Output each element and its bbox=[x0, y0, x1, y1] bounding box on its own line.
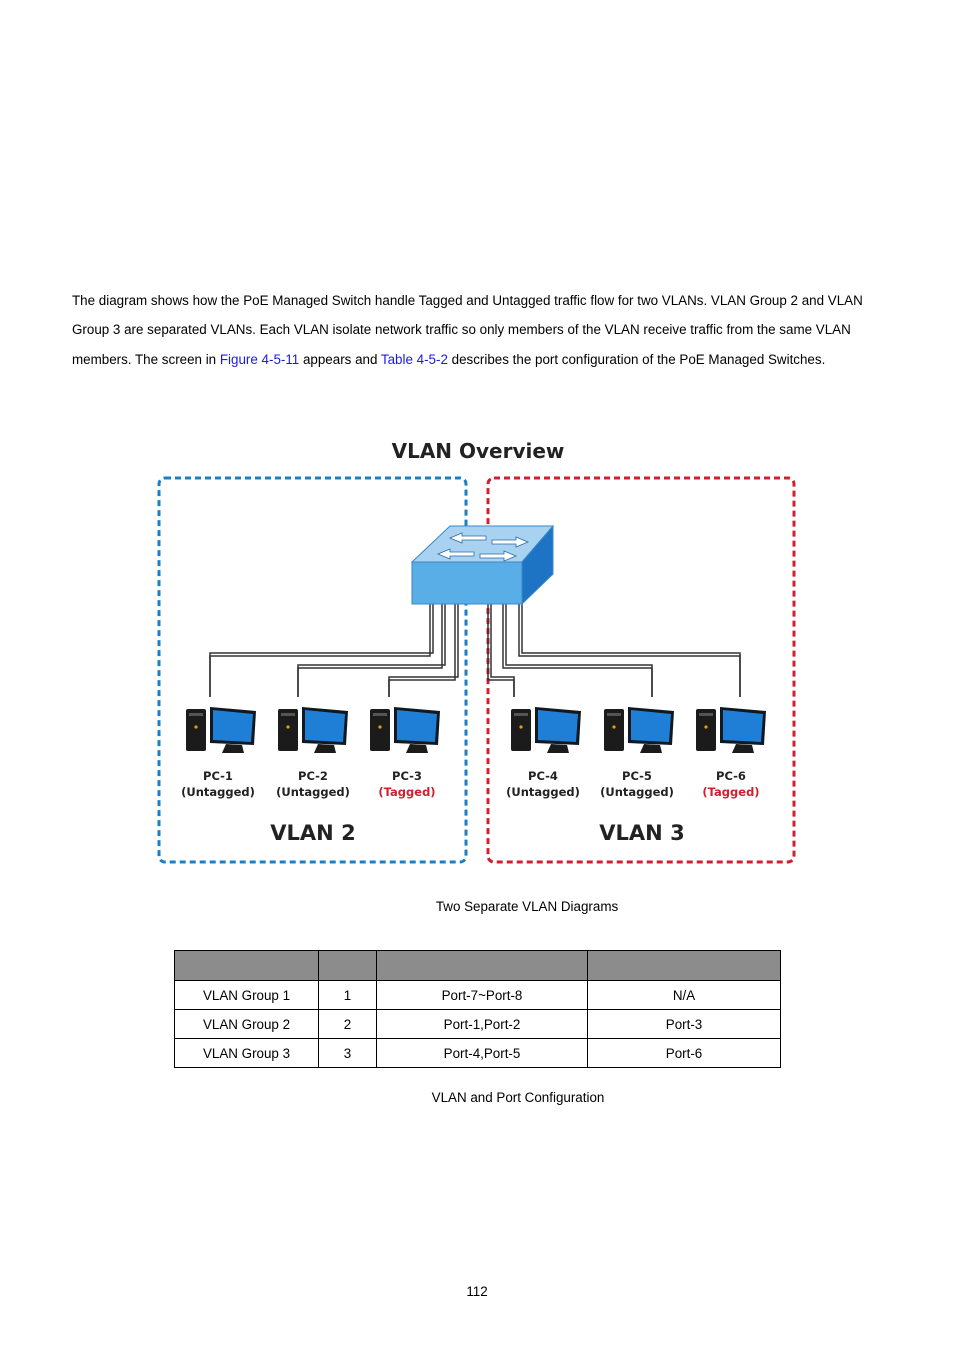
intro-text-3: describes the port configuration of the PoE Managed Switches. bbox=[447, 351, 826, 367]
diagram-title: VLAN Overview bbox=[391, 439, 565, 463]
vlan-overview-diagram bbox=[150, 432, 830, 872]
vlan2-label: VLAN 2 bbox=[270, 821, 356, 845]
pc-1-mode: (Untagged) bbox=[181, 785, 255, 799]
pc-3-mode: (Tagged) bbox=[378, 785, 436, 799]
page-number: 112 bbox=[466, 1284, 488, 1299]
pc-5-mode: (Untagged) bbox=[600, 785, 674, 799]
pc-2-name: PC-2 bbox=[298, 769, 328, 783]
figure-link[interactable]: Figure 4-5-11 bbox=[219, 351, 300, 367]
table-link[interactable]: Table 4-5-2 bbox=[380, 351, 448, 367]
pc-4-icon bbox=[511, 707, 581, 753]
table-caption: VLAN and Port Configuration bbox=[431, 1090, 605, 1105]
table-row bbox=[175, 981, 781, 1010]
table-row bbox=[175, 1039, 781, 1068]
table-header-row bbox=[175, 951, 781, 981]
table-cell: Port-1,Port-2 bbox=[377, 1010, 588, 1039]
table-cell: 1 bbox=[319, 981, 377, 1010]
header-cell bbox=[319, 951, 377, 981]
header-cell bbox=[175, 951, 319, 981]
pc-5-name: PC-5 bbox=[622, 769, 652, 783]
pc-6-name: PC-6 bbox=[716, 769, 746, 783]
header-cell bbox=[588, 951, 781, 981]
pc-1-icon bbox=[186, 707, 256, 753]
intro-paragraph bbox=[72, 286, 892, 374]
table-cell: 3 bbox=[319, 1039, 377, 1068]
intro-text-1: The diagram shows how the PoE Managed Switch handle Tagged and Untagged traffic flow for two VLANs. VLAN Group 2 and VLAN Group 3 are separated VLANs. Each VLAN isolate network traffic so only members of the VLAN receive traffic from the same VLAN members. The screen in bbox=[72, 293, 863, 367]
pc-2-mode: (Untagged) bbox=[276, 785, 350, 799]
table-cell: Port-4,Port-5 bbox=[377, 1039, 588, 1068]
table-cell: VLAN Group 2 bbox=[175, 1010, 319, 1039]
table-cell: VLAN Group 3 bbox=[175, 1039, 319, 1068]
pc-3-icon bbox=[370, 707, 440, 753]
vlan3-label: VLAN 3 bbox=[599, 821, 685, 845]
header-cell bbox=[377, 951, 588, 981]
intro-text-2: appears and bbox=[299, 351, 381, 367]
table-cell: N/A bbox=[588, 981, 781, 1010]
pc-4-mode: (Untagged) bbox=[506, 785, 580, 799]
table-row bbox=[175, 1010, 781, 1039]
table-cell: Port-7~Port-8 bbox=[377, 981, 588, 1010]
network-cables bbox=[210, 602, 740, 697]
table-cell: 2 bbox=[319, 1010, 377, 1039]
pc-1-name: PC-1 bbox=[203, 769, 233, 783]
pc-4-name: PC-4 bbox=[528, 769, 558, 783]
switch-icon bbox=[412, 526, 553, 604]
pc-6-mode: (Tagged) bbox=[702, 785, 760, 799]
table-cell: Port-6 bbox=[588, 1039, 781, 1068]
pc-5-icon bbox=[604, 707, 674, 753]
table-cell: VLAN Group 1 bbox=[175, 981, 319, 1010]
vlan-port-table bbox=[174, 950, 781, 1068]
vlan2-boundary bbox=[159, 478, 466, 862]
pc-3-name: PC-3 bbox=[392, 769, 422, 783]
figure-caption: Two Separate VLAN Diagrams bbox=[435, 899, 619, 914]
pc-6-icon bbox=[696, 707, 766, 753]
pc-2-icon bbox=[278, 707, 348, 753]
table-cell: Port-3 bbox=[588, 1010, 781, 1039]
